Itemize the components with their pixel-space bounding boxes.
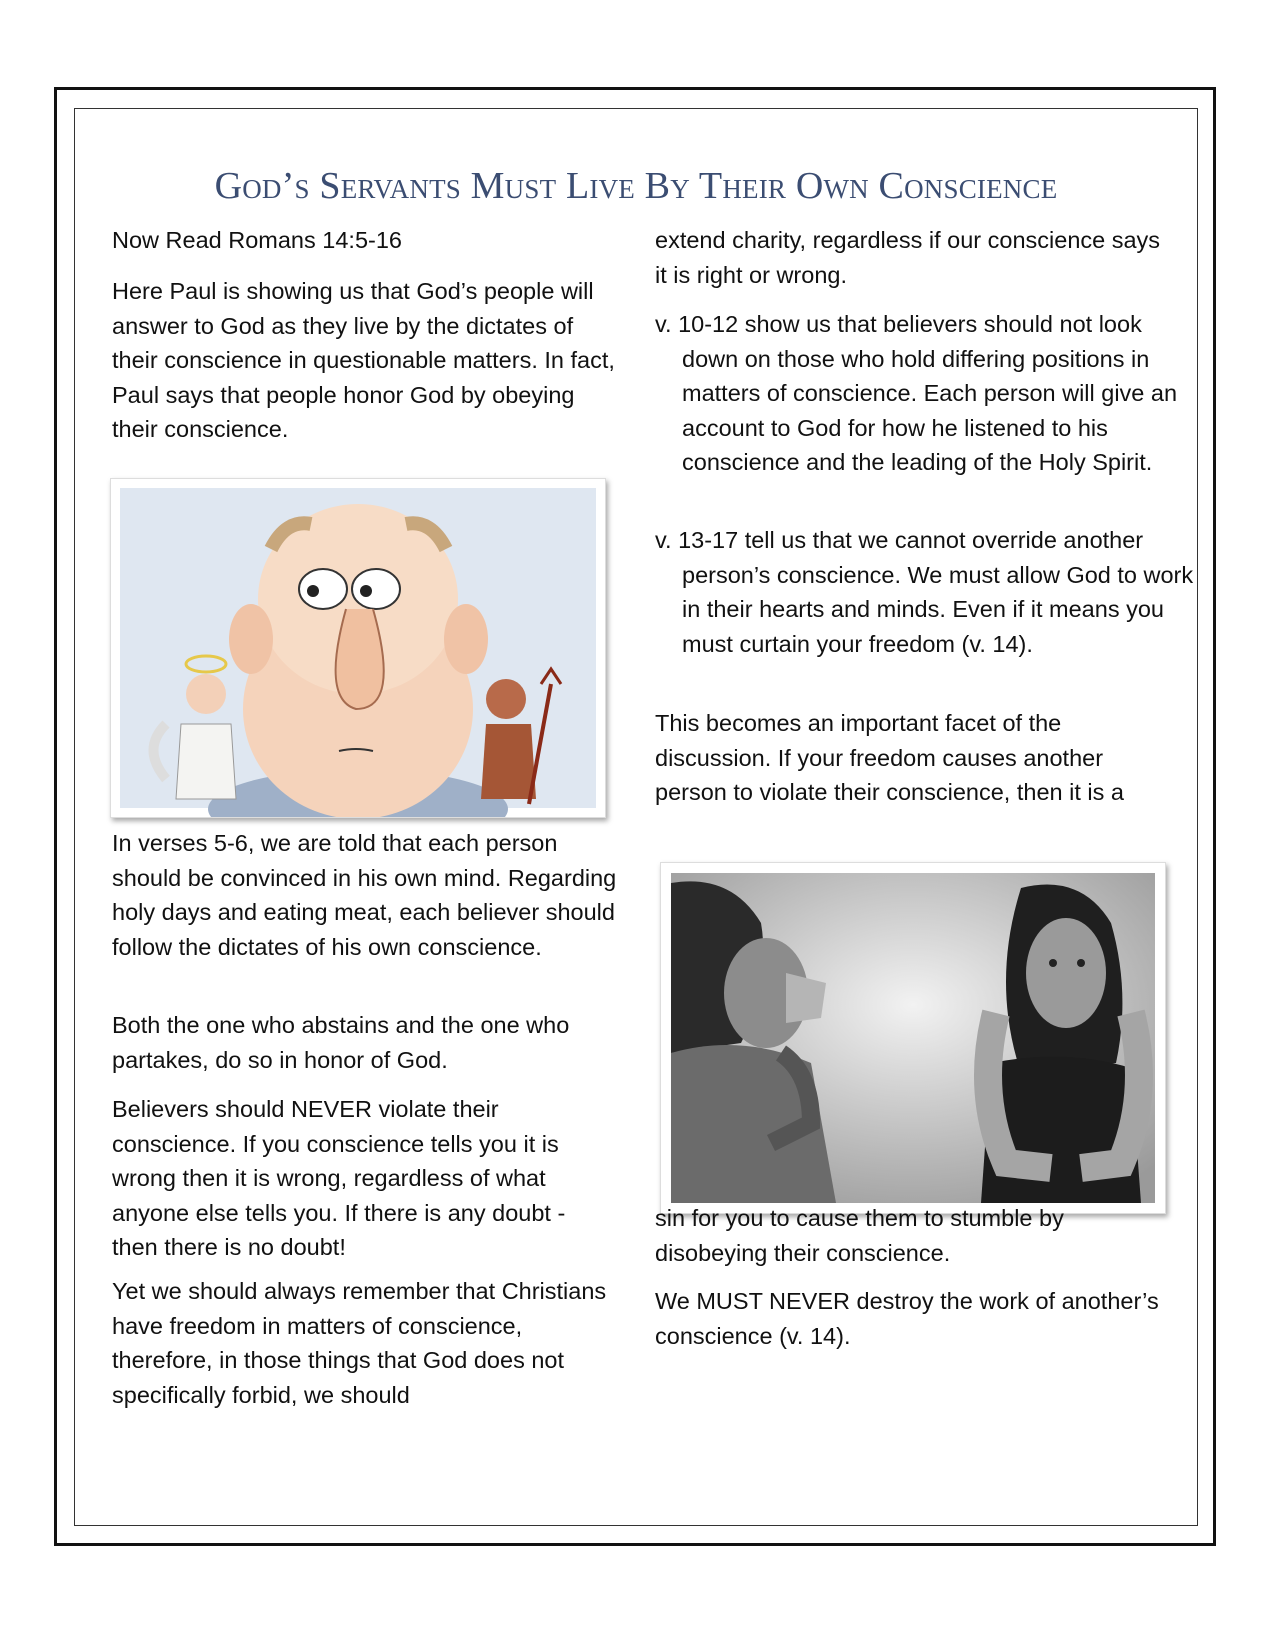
whispering-women-photo: [660, 862, 1166, 1214]
important-facet-paragraph: This becomes an important facet of the discussion. If your freedom causes another person to violate their conscience, then it is a: [655, 710, 1124, 805]
charity-paragraph: extend charity, regardless if our conscience says it is right or wrong.: [655, 227, 1161, 288]
verses-13-17-paragraph: v. 13-17 tell us that we cannot override another person’s conscience. We must allow God to work in their hearts and minds. Even if it means you must curtain your freedom (v. 14).: [655, 527, 1194, 657]
freedom-paragraph: Yet we should always remember that Christians have freedom in matters of conscience, therefore, in those things that God does not specifically forbid, we should: [112, 1278, 607, 1408]
verses-10-12-paragraph: v. 10-12 show us that believers should not look down on those who hold differing positions in matters of conscience. Each person will give an account to God for how he listened to his conscience and the leading of the Holy Spirit.: [655, 311, 1178, 475]
page-title: God’s Servants Must Live By Their Own Conscience: [214, 165, 1058, 207]
never-violate-paragraph: Believers should NEVER violate their conscience. If you conscience tells you it is wrong then it is wrong, regardless of what anyone else tells you. If there is any doubt - then there is no doubt!: [112, 1096, 566, 1260]
must-never-paragraph: We MUST NEVER destroy the work of another’s conscience (v. 14).: [655, 1288, 1159, 1349]
cartoon-conscience-image: [110, 478, 606, 818]
read-instruction: Now Read Romans 14:5-16: [112, 227, 402, 253]
sin-stumble-paragraph: sin for you to cause them to stumble by disobeying their conscience.: [655, 1205, 1064, 1266]
abstain-partake-paragraph: Both the one who abstains and the one who partakes, do so in honor of God.: [112, 1012, 570, 1073]
verses-5-6-paragraph: In verses 5-6, we are told that each person should be convinced in his own mind. Regarding holy days and eating meat, each believer should follow the dictates of his own conscience.: [112, 830, 617, 960]
intro-paragraph: Here Paul is showing us that God’s people will answer to God as they live by the dictates of their conscience in questionable matters. In fact, Paul says that people honor God by obeying their conscience.: [112, 278, 615, 442]
